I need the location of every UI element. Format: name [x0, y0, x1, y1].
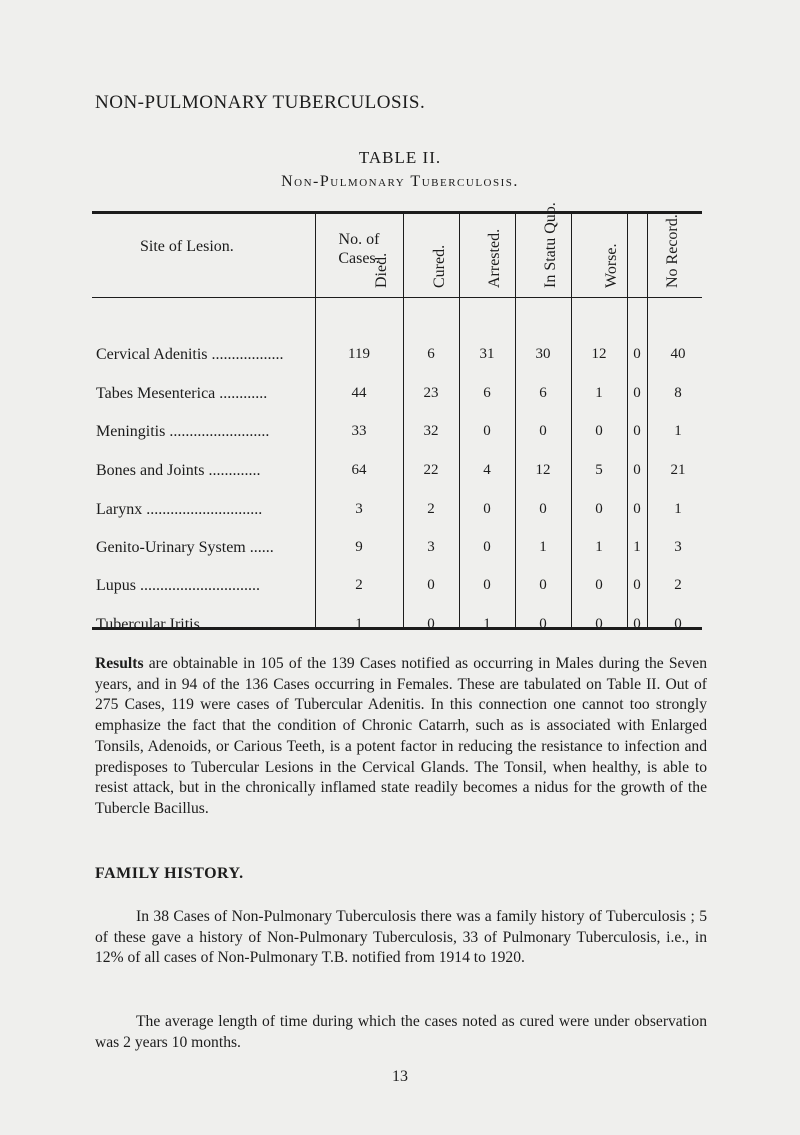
table-cell: 2 [427, 501, 435, 517]
table-cell: 3 [674, 539, 682, 555]
table-row-label: Meningitis ......................... [96, 423, 270, 440]
table-cell: 0 [674, 616, 682, 632]
table-cell: 3 [355, 501, 363, 517]
table-cell: 0 [483, 577, 491, 593]
table-title: Non-Pulmonary Tuberculosis. [281, 173, 519, 190]
header-cured: Cured. [431, 244, 448, 288]
table-cell: 6 [483, 385, 491, 401]
table-label: TABLE II. [358, 148, 442, 167]
table-row-label: Larynx ............................. [96, 501, 263, 518]
table-row-label: Tabes Mesenterica ............ [96, 385, 268, 402]
table-cell: 12 [591, 346, 607, 362]
table-cell: 12 [535, 462, 551, 478]
table-cell: 1 [539, 539, 547, 555]
table-cell: 6 [539, 385, 547, 401]
column-divider [403, 214, 404, 627]
table-cell: 4 [483, 462, 491, 478]
table-cell: 1 [483, 616, 491, 632]
column-divider [571, 214, 572, 627]
column-divider [515, 214, 516, 627]
table-cell: 44 [351, 385, 367, 401]
table-top-rule [92, 211, 702, 214]
table-cell: 0 [539, 577, 547, 593]
table-row-label: Cervical Adenitis .................. [96, 346, 284, 363]
table-header-rule [92, 297, 702, 298]
table-cell: 21 [670, 462, 686, 478]
table-cell: 0 [483, 501, 491, 517]
table-cell: 2 [355, 577, 363, 593]
table-cell: 32 [423, 423, 439, 439]
table-cell: 3 [427, 539, 435, 555]
header-no-of-cases: No. of Cases. [338, 231, 380, 267]
header-no-record: No Record. [664, 214, 681, 288]
table-cell: 1 [595, 539, 603, 555]
table-cell: 0 [539, 423, 547, 439]
table-cell: 0 [483, 539, 491, 555]
table-row-label: Tubercular Iritis ................. [96, 616, 272, 633]
table-cell: 33 [351, 423, 367, 439]
table-cell: 0 [633, 462, 641, 478]
header-died: Died. [373, 252, 390, 288]
results-paragraph [95, 654, 707, 820]
table-cell: 0 [595, 616, 603, 632]
column-divider [315, 214, 316, 627]
table-cell: 0 [483, 423, 491, 439]
table-cell: 6 [427, 346, 435, 362]
page-number: 13 [392, 1068, 408, 1085]
results-lead: Results [95, 655, 144, 672]
table-cell: 0 [633, 501, 641, 517]
header-arrested: Arrested. [486, 228, 503, 288]
table-cell: 2 [674, 577, 682, 593]
table-cell: 30 [535, 346, 551, 362]
table-cell: 1 [674, 501, 682, 517]
table-cell: 22 [423, 462, 439, 478]
table-cell: 5 [595, 462, 603, 478]
table-cell: 0 [427, 577, 435, 593]
table-cell: 0 [427, 616, 435, 632]
column-divider [459, 214, 460, 627]
table-cell: 8 [674, 385, 682, 401]
observation-paragraph: The average length of time during which the cases noted as cured were under observation was 2 years 10 months. [95, 1013, 707, 1051]
table-cell: 0 [633, 616, 641, 632]
table-cell: 0 [539, 501, 547, 517]
table-cell: 0 [633, 577, 641, 593]
table-row-label: Genito-Urinary System ...... [96, 539, 274, 556]
table-cell: 31 [479, 346, 495, 362]
table-cell: 1 [674, 423, 682, 439]
table-cell: 0 [633, 385, 641, 401]
table-row-label: Bones and Joints ............. [96, 462, 261, 479]
table-cell: 40 [670, 346, 686, 362]
family-history-paragraph: In 38 Cases of Non-Pulmonary Tuberculosis there was a family history of Tuberculosis ; 5 of these gave a history of Non-Pulmonary Tuberculosis, 33 of Pulmonary Tuberculosis, i.e., in 12% of all cases of Non-Pulmonary T.B. notified from 1914 to 1920. [95, 908, 707, 967]
header-site-of-lesion: Site of Lesion. [140, 238, 234, 255]
column-divider [647, 214, 648, 627]
family-history-heading: FAMILY HISTORY. [95, 865, 244, 882]
table-cell: 0 [539, 616, 547, 632]
table-cell: 23 [423, 385, 439, 401]
table-cell: 1 [595, 385, 603, 401]
table-cell: 64 [351, 462, 367, 478]
results-text: are obtainable in 105 of the 139 Cases notified as occurring in Males during the Seven years, and in 94 of the 136 Cases occurring in Females. These are tabulated on Table II. Out of 275 Cases, 119 were cases of Tubercular Adenitis. In this connection one cannot too strongly emphasize the fact that the condition of Chronic Catarrh, such as is associated with Enlarged Tonsils, Adenoids, or Carious Teeth, is a potent factor in reducing the resistance to infection and predisposes to Tubercular Lesions in the Cervical Glands. The Tonsil, when healthy, is able to resist attack, but in the chronically inflamed state readily becomes a nidus for the growth of the Tubercle Bacillus. [95, 655, 707, 817]
table-cell: 1 [355, 616, 363, 632]
header-worse: Worse. [603, 243, 620, 288]
table-cell: 0 [633, 423, 641, 439]
table-cell: 9 [355, 539, 363, 555]
table-cell: 0 [595, 577, 603, 593]
table-cell: 0 [595, 423, 603, 439]
running-head: NON-PULMONARY TUBERCULOSIS. [95, 92, 426, 113]
header-in-statu-quo: In Statu Quo. [542, 202, 559, 288]
table-cell: 119 [348, 346, 370, 362]
table-cell: 0 [633, 346, 641, 362]
column-divider [627, 214, 628, 627]
table-row-label: Lupus .............................. [96, 577, 260, 594]
table-cell: 1 [633, 539, 641, 555]
table-cell: 0 [595, 501, 603, 517]
